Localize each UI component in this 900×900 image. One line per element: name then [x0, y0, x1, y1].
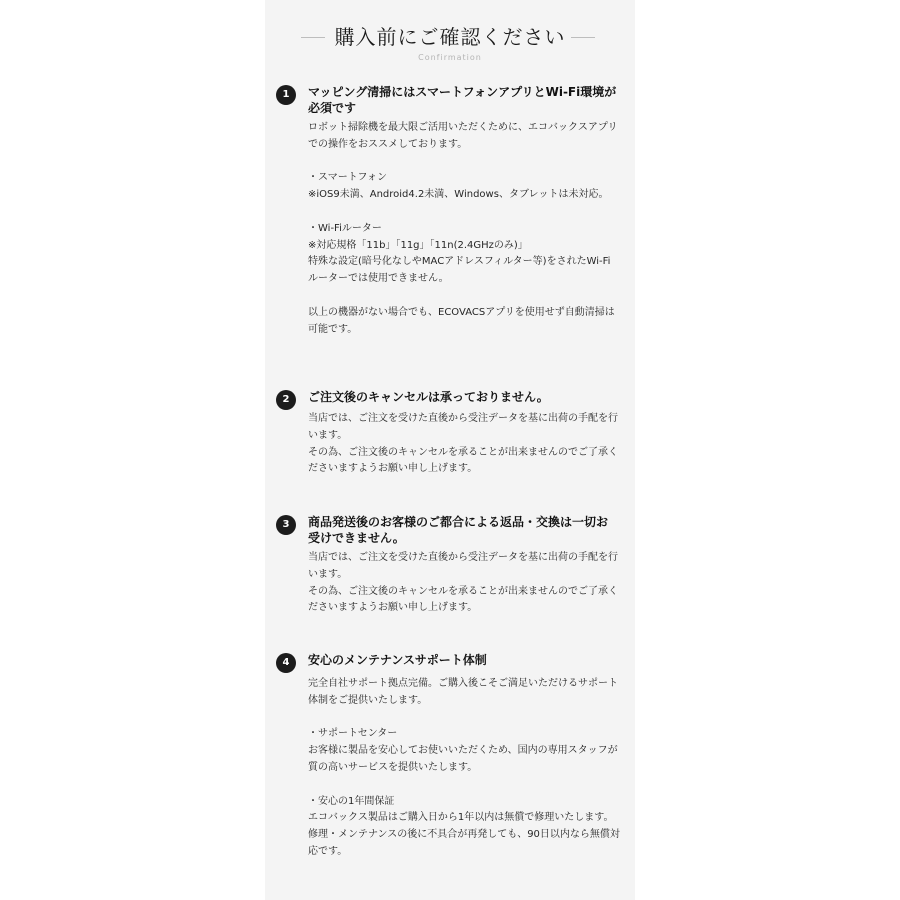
page-subtitle: Confirmation	[418, 53, 482, 62]
confirmation-panel	[265, 0, 635, 900]
page-header	[265, 22, 635, 72]
number-badge-icon: 4	[276, 653, 296, 673]
number-badge-icon: 2	[276, 390, 296, 410]
section-body: 当店では、ご注文を受けた直後から受注データを基に出荷の手配を行います。 その為、ご注文後のキャンセルを承ることが出来ませんのでご了承くださいますようお願い申し上げます。	[308, 552, 618, 614]
title-divider-right	[571, 37, 595, 38]
number-badge-icon: 3	[276, 515, 296, 535]
section-body: 完全自社サポート拠点完備。ご購入後こそご満足いただけるサポート体制をご提供いたします。 ・サポートセンター お客様に製品を安心してお使いいただくため、国内の専用スタッフが質の高いサービスを提供いたします。 ・安心の1年間保証 エコバックス製品はご購入日から1年以内は無償で修理いたします。 修理・メンテナンスの後に不具合が再発しても、90日以内なら無償対応です。	[308, 678, 620, 857]
section-body: 当店では、ご注文を受けた直後から受注データを基に出荷の手配を行います。 その為、ご注文後のキャンセルを承ることが出来ませんのでご了承くださいますようお願い申し上げます。	[308, 413, 618, 475]
section-body: ロボット掃除機を最大限ご活用いただくために、エコバックスアプリでの操作をおススメしております。 ・スマートフォン ※iOS9未満、Android4.2未満、Windows、タブレットは未対応。 ・Wi-Fiルーター ※対応規格「11b」「11g」「11n(2.4GHzのみ)」 特殊な設定(暗号化なしやMACアドレスフィルター等)をされたWi-Fiルーターでは使用できません。 以上の機器がない場合でも、ECOVACSアプリを使用せず自動清掃は可能です。	[308, 122, 618, 335]
number-badge-icon: 1	[276, 85, 296, 105]
section-heading: ご注文後のキャンセルは承っておりません。	[308, 390, 549, 404]
page-title: 購入前にご確認ください	[334, 25, 566, 49]
section-heading: 商品発送後のお客様のご都合による返品・交換は一切お受けできません。	[308, 515, 609, 545]
section-heading: マッピング清掃にはスマートフォンアプリとWi-Fi環境が必須です	[308, 85, 617, 115]
section-heading: 安心のメンテナンスサポート体制	[308, 653, 487, 667]
